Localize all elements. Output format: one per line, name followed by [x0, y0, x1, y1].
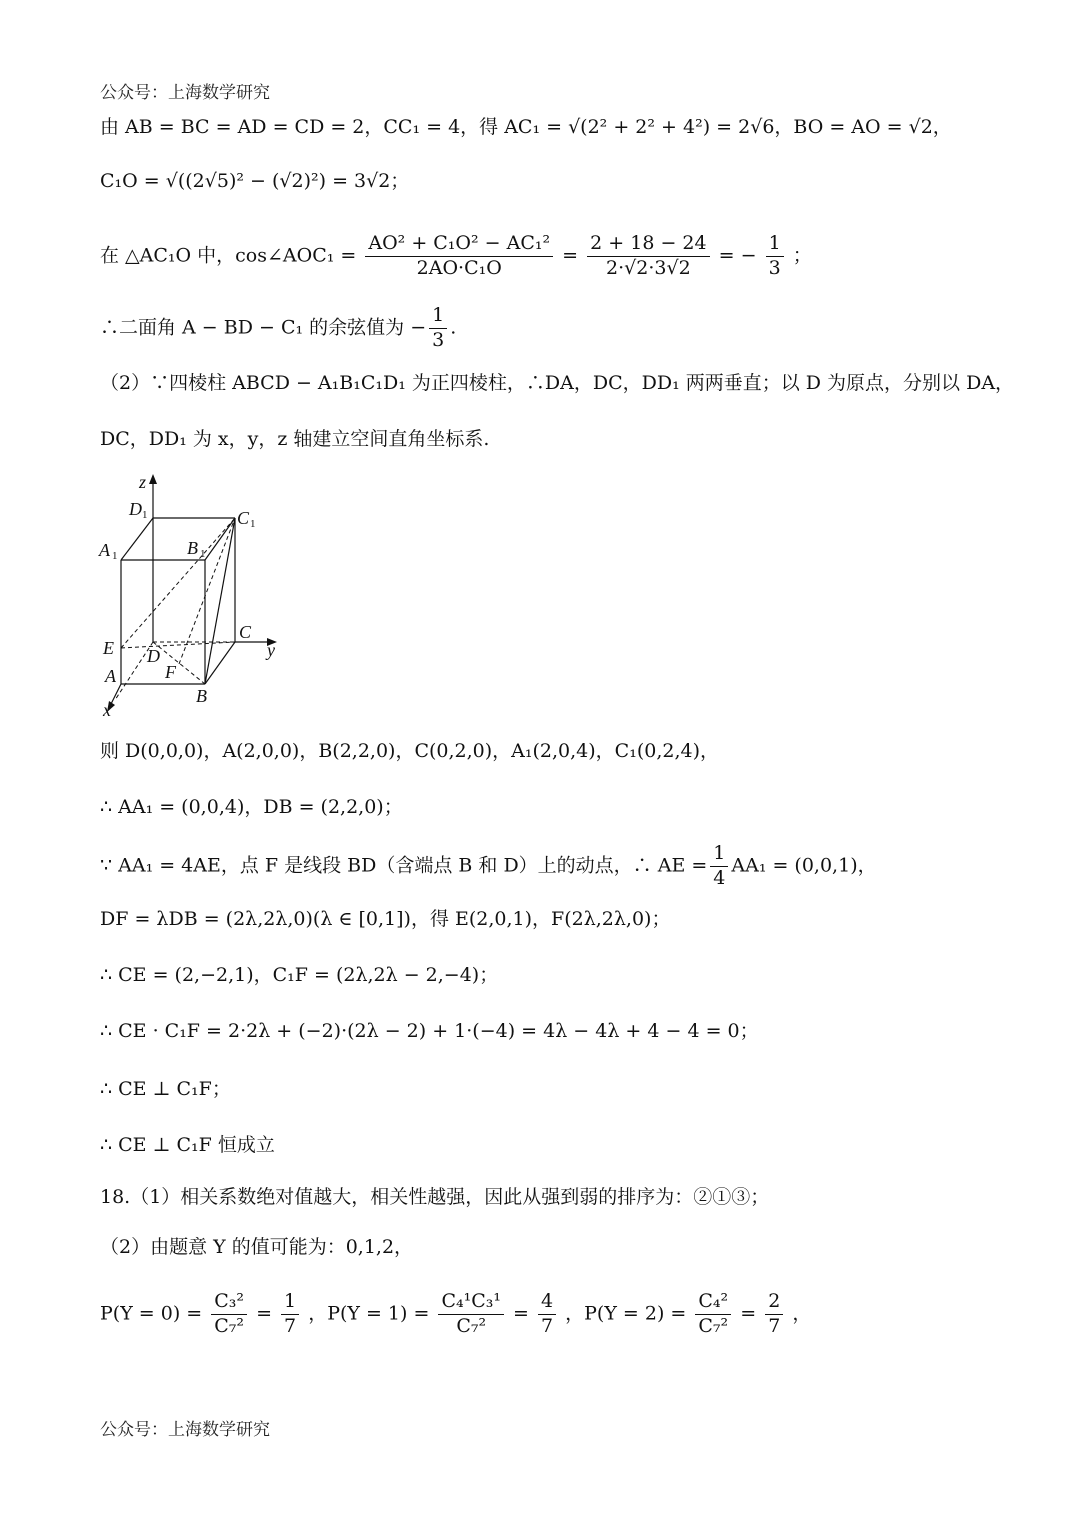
fraction-numerator: 4	[538, 1290, 556, 1315]
edge-B1C1	[205, 518, 235, 560]
fraction-denominator: 7	[541, 1314, 554, 1337]
label-x: x	[103, 700, 111, 720]
solution-line-7: 则 D(0,0,0)，A(2,0,0)，B(2,2,0)，C(0,2,0)，A₁(2,0,4)，C₁(0,2,4)，	[100, 740, 720, 762]
fraction-denominator: 3	[768, 256, 781, 279]
fraction-numerator: 1	[281, 1290, 299, 1315]
fraction	[587, 232, 709, 281]
label-C1-sub: 1	[250, 518, 256, 530]
prob-y2-label: ，P(Y = 2) =	[565, 1302, 687, 1325]
line4-suffix: .	[450, 316, 457, 339]
fraction	[365, 232, 553, 281]
segment-EC	[121, 642, 235, 648]
page-header: 公众号：上海数学研究	[100, 83, 270, 103]
label-D: D	[147, 646, 160, 666]
fraction	[695, 1290, 731, 1339]
solution-line-13: ∴ CE ⊥ C₁F；	[100, 1078, 231, 1100]
equals-sign: =	[740, 1302, 757, 1325]
fraction-denominator: 2·√2·3√2	[606, 256, 691, 279]
fraction	[710, 842, 728, 891]
label-B: B	[196, 686, 207, 706]
solution-line-11: ∴ CE = (2,−2,1)，C₁F = (2λ,2λ − 2,−4)；	[100, 964, 499, 986]
fraction-numerator: 2	[765, 1290, 783, 1315]
label-A1: A	[99, 540, 110, 560]
prism-figure	[95, 470, 295, 720]
prob-y0-label: P(Y = 0) =	[100, 1302, 203, 1325]
prob-y1-label: ，P(Y = 1) =	[308, 1302, 430, 1325]
edge-A1D1	[121, 518, 153, 560]
solution-line-1: 由 AB = BC = AD = CD = 2，CC₁ = 4，得 AC₁ = √(2² + 2² + 4²) = 2√6，BO = AO = √2，	[100, 116, 952, 138]
label-D1-sub: 1	[142, 509, 148, 521]
label-C: C	[239, 622, 252, 642]
fraction-numerator: 1	[429, 304, 447, 329]
equals-sign: =	[513, 1302, 529, 1325]
label-y: y	[267, 640, 275, 660]
edge-BC	[205, 642, 235, 684]
solution-line-2: C₁O = √((2√5)² − (√2)²) = 3√2；	[100, 170, 410, 192]
z-axis-arrow	[149, 474, 157, 484]
fraction-numerator: 1	[766, 232, 784, 257]
fraction-denominator: 3	[432, 328, 445, 351]
label-C1: C	[237, 508, 250, 528]
solution-line-10: DF = λDB = (2λ,2λ,0)(λ ∈ [0,1])，得 E(2,0,1)，F(2λ,2λ,0)；	[100, 908, 671, 930]
label-z: z	[139, 472, 147, 492]
fraction-numerator: 1	[710, 842, 728, 867]
fraction-numerator: C₄²	[695, 1290, 731, 1315]
fraction	[429, 304, 447, 353]
page-footer: 公众号：上海数学研究	[100, 1420, 270, 1440]
label-E: E	[103, 638, 114, 658]
solution-line-8: ∴ AA₁ = (0,0,4)，DB = (2,2,0)；	[100, 796, 403, 818]
line3-prefix: 在 △AC₁O 中，cos∠AOC₁ =	[100, 244, 357, 267]
label-A: A	[105, 666, 116, 686]
solution-line-5: （2）∵四棱柱 ABCD − A₁B₁C₁D₁ 为正四棱柱，∴DA，DC，DD₁ 两两垂直；以 D 为原点，分别以 DA，	[100, 372, 1015, 394]
fraction-denominator: C₇²	[214, 1314, 245, 1337]
fraction-numerator: 2 + 18 − 24	[587, 232, 709, 257]
line17-suffix: ，	[792, 1302, 812, 1325]
fraction	[281, 1290, 299, 1339]
solution-line-14: ∴ CE ⊥ C₁F 恒成立	[100, 1134, 275, 1156]
fraction-numerator: C₄¹C₃¹	[438, 1290, 504, 1315]
label-A1-sub: 1	[112, 550, 118, 562]
fraction-denominator: 7	[768, 1314, 781, 1337]
fraction-numerator: C₃²	[211, 1290, 247, 1315]
solution-line-6: DC，DD₁ 为 x，y，z 轴建立空间直角坐标系.	[100, 428, 490, 450]
segment-C1B	[205, 518, 235, 684]
solution-line-9	[100, 842, 877, 891]
fraction-denominator: 4	[713, 866, 726, 889]
label-F: F	[165, 662, 176, 682]
line9-prefix: ∵ AA₁ = 4AE，点 F 是线段 BD（含端点 B 和 D）上的动点，∴ AE =	[100, 854, 708, 877]
fraction-denominator: C₇²	[456, 1314, 487, 1337]
fraction-denominator: 7	[284, 1314, 297, 1337]
line3-suffix: ；	[792, 244, 812, 267]
solution-line-17	[100, 1290, 811, 1339]
solution-line-16: （2）由题意 Y 的值可能为：0,1,2，	[100, 1236, 414, 1258]
solution-line-15: 18.（1）相关系数绝对值越大，相关性越强，因此从强到弱的排序为：②①③；	[100, 1186, 770, 1208]
solution-line-12: ∴ CE · C₁F = 2·2λ + (−2)·(2λ − 2) + 1·(−4) = 4λ − 4λ + 4 − 4 = 0；	[100, 1020, 759, 1042]
label-D1: D	[129, 499, 142, 519]
label-B1: B	[187, 538, 198, 558]
equals-sign: =	[256, 1302, 272, 1325]
solution-line-3: 在 △AC₁O 中，cos∠AOC₁ = $\frac{\text{AO² + C₁O² − AC₁²}}{\text{2AO·C₁O}}$ = $\frac{2 + 18 - 24}{2\cdot√2\cdot 3√2}$ = − $\frac{1}{3}$ ；	[100, 232, 812, 279]
fraction-denominator: C₇²	[698, 1314, 729, 1337]
line9-suffix: AA₁ = (0,0,1)，	[731, 854, 877, 877]
line4-prefix: ∴二面角 A − BD − C₁ 的余弦值为 −	[100, 316, 427, 339]
fraction	[438, 1290, 504, 1339]
solution-line-4	[100, 304, 456, 353]
fraction	[538, 1290, 556, 1339]
fraction-denominator: 2AO·C₁O	[416, 256, 502, 279]
fraction-numerator: AO² + C₁O² − AC₁²	[365, 232, 553, 257]
label-B1-sub: 1	[200, 548, 206, 560]
fraction	[211, 1290, 247, 1339]
fraction	[765, 1290, 783, 1339]
fraction	[766, 232, 784, 281]
